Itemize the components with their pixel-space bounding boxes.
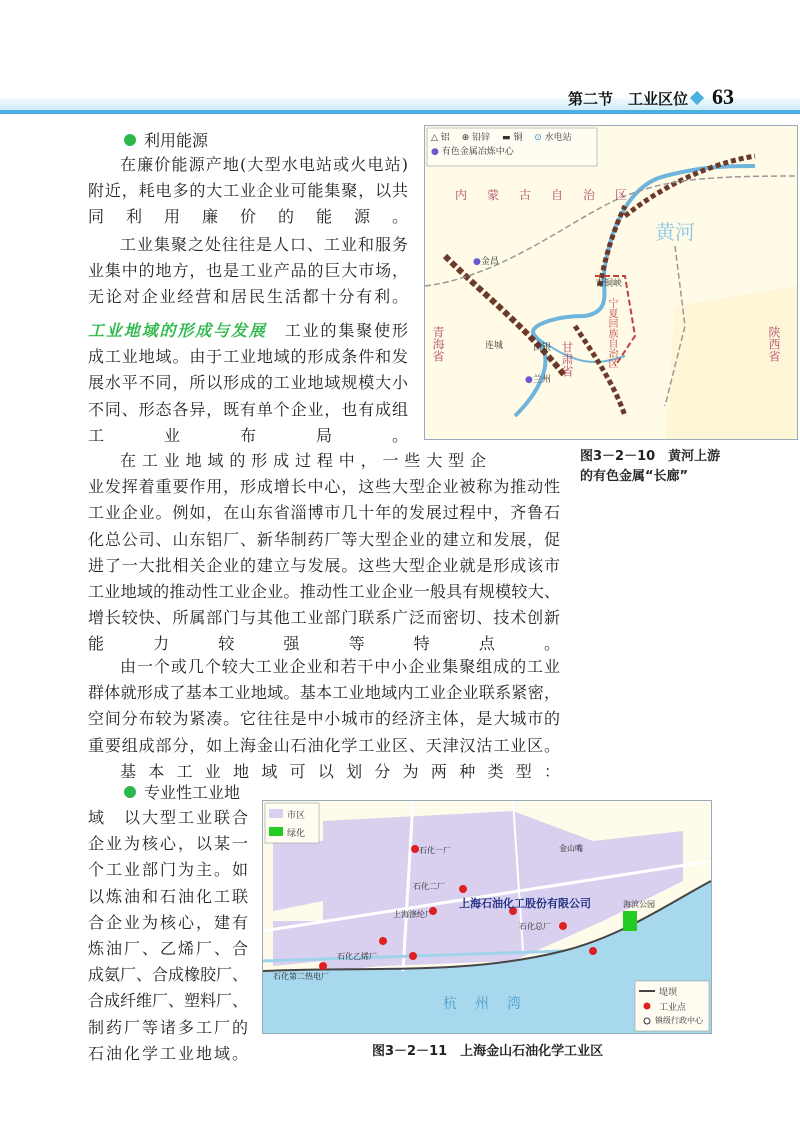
page-number: 63 [712, 84, 734, 109]
text-line: 附近，耗电多的大工业企业可能集聚，以共 [88, 181, 408, 201]
map2-label: 金山嘴 [559, 844, 583, 853]
text-line [88, 318, 408, 344]
legend-label: 铅锌 [472, 133, 491, 143]
text-line: 空间分布较为紧凑。它往往是中小城市的经济主体，是大城市的 [88, 709, 560, 729]
text-line: 业发挥着重要作用，形成增长中心，这些大型企业被称为推动性 [88, 477, 560, 497]
river-label: 黄河 [655, 220, 695, 244]
text-line: 基本工业地域可以划分为两种类型： [120, 761, 560, 781]
heading-use-energy: 利用能源 [144, 131, 209, 150]
text-line: 进了一大批相关企业的建立与发展。这些大型企业就是形成该市 [88, 555, 560, 575]
text-line: 个工业部门为主。如 [88, 860, 248, 880]
bullet-icon [124, 134, 136, 146]
text-line: 合成纤维厂、塑料厂、 [88, 991, 249, 1011]
region-gansu: 甘肃省 [560, 341, 574, 377]
map2-legend-factory: 工业点 [659, 1003, 687, 1013]
text-line: 展水平不同，所以形成的工业地域规模大小 [88, 373, 408, 393]
text-line: 以炼油和石油化工联 [88, 886, 248, 906]
legend-label: 铜 [513, 133, 523, 143]
place-label: 白银 [533, 343, 552, 353]
map2-label: 石化二厂 [413, 882, 445, 891]
paragraph-propulsive-industry [88, 448, 560, 658]
text-line: 域 以大型工业联合 [88, 808, 248, 827]
place-lanzhou: ●兰州 [525, 375, 551, 385]
map2-label: 石化第二热电厂 [273, 972, 329, 981]
text-line: 成工业地域。由于工业地域的形成条件和发 [88, 347, 408, 367]
heading-specialized-region: 专业性工业地 [144, 783, 241, 802]
paragraph-energy [88, 152, 408, 231]
jinshan-petrochemical-map [262, 800, 712, 1034]
map2-caption: 图3－2－11 上海金山石油化学工业区 [372, 1044, 604, 1059]
place-liancheng [485, 338, 503, 351]
text-line: 群体就形成了基本工业地域。基本工业地域内工业企业联系紧密， [88, 683, 560, 703]
map2-label: 石化乙烯厂 [337, 952, 377, 961]
region-shaanxi: 陕西省 [767, 326, 781, 362]
map2-legend-dike: 堤坝 [659, 988, 678, 998]
legend-label: 铝 [440, 133, 450, 143]
text-line: 化总公司、山东铝厂、新华制药厂等大型企业的建立和发展，促 [88, 529, 560, 549]
text-line: 石油化学工业地域。 [88, 1043, 248, 1063]
yellow-river-metals-map [424, 125, 798, 440]
text-line: 不同、形态各异，既有单个企业，也有成组 [88, 399, 408, 419]
hydropower-legend: ⊙ [534, 133, 542, 143]
map2-label: 石化一厂 [419, 846, 451, 855]
aluminum-legend: △ 铝 [431, 133, 450, 143]
map2-bay-label: 杭州湾 [443, 996, 539, 1012]
place-qingtongxia [595, 276, 622, 289]
text-line: 工业布局。 [88, 425, 408, 445]
text-line: 同利用廉价的能源。 [88, 207, 408, 227]
text-line: 工业集聚之处往往是人口、工业和服务 [120, 235, 408, 254]
map2-label: 石化总厂 [519, 922, 551, 931]
smelting-center-icon: ● [431, 147, 439, 157]
paragraph-formation [88, 318, 408, 449]
paragraph-specialized [88, 805, 248, 1067]
map2-label: 海滨公园 [623, 900, 655, 909]
place-label: 兰州 [532, 375, 551, 385]
place-label: 青铜峡 [595, 279, 623, 289]
text-line: 增长较快、所属部门与其他工业部门联系广泛而密切、技术创新 [88, 608, 560, 628]
text-line: 由一个或几个较大工业企业和若干中小企业集聚组成的工业 [120, 657, 560, 676]
map2-company-label: 上海石油化工股份有限公司 [459, 897, 591, 910]
region-qinghai: 青海省 [431, 326, 445, 362]
text-line: 工业企业。例如，在山东省淄博市几十年的发展过程中，齐鲁石 [88, 503, 560, 523]
text-line: 重要组成部分，如上海金山石油化学工业区、天津汉沽工业区。 [88, 735, 560, 755]
bullet-icon [124, 786, 136, 798]
legend-label: 有色金属冶炼中心 [441, 147, 514, 157]
text-line: 能力较强等特点。 [88, 634, 560, 654]
region-ningxia: 宁夏回族自治区 [606, 298, 617, 368]
paragraph-basic-industrial-region [88, 654, 560, 785]
text-line: 企业为核心，以某一 [88, 834, 248, 854]
text-line: 无论对企业经营和居民生活都十分有利。 [88, 287, 408, 307]
copper-legend: ▬ 铜 [501, 133, 523, 143]
map2-legend-green: 绿化 [287, 829, 306, 839]
text-line: 业集中的地方，也是工业产品的巨大市场， [88, 261, 408, 281]
place-jinchang: ●金昌 [473, 257, 499, 267]
map1-caption [580, 447, 720, 487]
text-line: 炼油厂、乙烯厂、合 [88, 939, 248, 959]
map2-label: 上海涤纶厂 [393, 910, 433, 919]
text-line: 成氨厂、合成橡胶厂、 [88, 965, 249, 985]
map2-legend-urban: 市区 [287, 811, 306, 821]
place-label: 连城 [485, 341, 504, 351]
header-rule [0, 110, 800, 114]
map2-legend-town: 镇级行政中心 [655, 1016, 703, 1025]
place-label: 金昌 [480, 257, 499, 267]
legend-label: 水电站 [544, 133, 572, 143]
text-span: 工业的集聚使形 [284, 321, 408, 340]
text-line: 在工业地域的形成过程中，一些大型企 [120, 451, 486, 470]
text-line: 工业地域的推动性工业企业。推动性工业企业一般具有规模较大、 [88, 582, 560, 602]
place-baiyin [533, 340, 551, 353]
section-title: 工业地域的形成与发展 [88, 321, 267, 340]
caption-line: 的有色金属“长廊” [580, 469, 689, 484]
region-inner-mongolia: 内蒙古自治区 [455, 188, 648, 202]
caption-line: 图3－2－10 黄河上游 [580, 449, 721, 464]
text-line: 制药厂等诸多工厂的 [88, 1017, 248, 1037]
text-line: 合企业为核心，建有 [88, 912, 248, 932]
lead-zinc-legend: ⊕ 铅锌 [461, 133, 491, 143]
map1-legend [431, 131, 572, 159]
section-header: 第二节 工业区位 [568, 90, 689, 108]
text-line: 在廉价能源产地(大型水电站或火电站) [120, 155, 408, 174]
paragraph-market [88, 232, 408, 311]
